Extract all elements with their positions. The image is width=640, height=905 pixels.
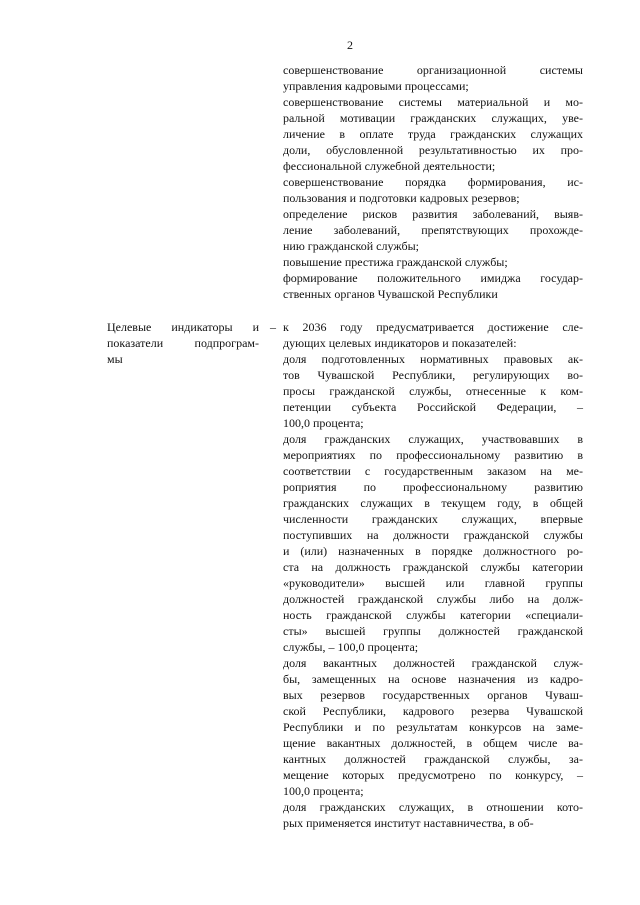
text-line: мероприятиях по профессиональному развитию в (283, 448, 583, 462)
text-line: должностей гражданской службы либо на долж- (283, 592, 583, 606)
text-line: формирование положительного имиджа государ- (283, 271, 583, 285)
text-line: петенции субъекта Российской Федерации, – (283, 400, 583, 414)
text-line: мещение которых предусмотрено по конкурсу, – (283, 768, 583, 782)
text-line: сты» высшей группы должностей гражданской (283, 624, 583, 638)
text-line: ление заболеваний, препятствующих прохожде- (283, 223, 583, 237)
text-line: численности гражданских служащих, впервые (283, 512, 583, 526)
page-number: 2 (347, 38, 353, 52)
text-line: доля гражданских служащих, участвовавших в (283, 432, 583, 446)
text-line: роприятия по профессиональному развитию (283, 480, 583, 494)
text-line: 100,0 процента; (283, 416, 364, 430)
text-line: определение рисков развития заболеваний, выяв- (283, 207, 583, 221)
text-line: фессиональной служебной деятельности; (283, 159, 496, 173)
text-line: вых резервов государственных органов Чуваш- (283, 688, 583, 702)
text-line: «руководители» высшей или главной группы (283, 576, 583, 590)
text-line: совершенствование системы материальной и мо- (283, 95, 583, 109)
text-line: гражданских служащих в текущем году, в общей (283, 496, 583, 510)
text-line: ственных органов Чувашской Республики (283, 287, 498, 301)
text-line: ральной мотивации гражданских служащих, уве- (283, 111, 583, 125)
text-line: доля вакантных должностей гражданской служ- (283, 656, 583, 670)
text-line: повышение престижа гражданской службы; (283, 255, 508, 269)
text-line: службы, – 100,0 процента; (283, 640, 419, 654)
text-line: управления кадровыми процессами; (283, 79, 469, 93)
text-line: рых применяется институт наставничества, в об- (283, 816, 534, 830)
text-line: ность гражданской службы категории «специали- (283, 608, 583, 622)
text-line: доля гражданских служащих, в отношении кото- (283, 800, 583, 814)
text-line: совершенствование организационной системы (283, 63, 583, 77)
text-line: ской Республики, кадрового резерва Чувашской (283, 704, 583, 718)
text-line: просы гражданской службы, отнесенные к ком- (283, 384, 583, 398)
text-line: и (или) назначенных в порядке должностного ро- (283, 544, 583, 558)
text-line: совершенствование порядка формирования, ис- (283, 175, 583, 189)
text-line: щение вакантных должностей, в общем числе ва- (283, 736, 583, 750)
text-line: поступивших на должности гражданской службы (283, 528, 583, 542)
text-line: доля подготовленных нормативных правовых ак- (283, 352, 583, 366)
text-line: ста на должность гражданской службы категории (283, 560, 583, 574)
text-line: 100,0 процента; (283, 784, 364, 798)
indicators-label (107, 319, 259, 367)
text-line: нию гражданской службы; (283, 239, 419, 253)
text-line: кантных должностей гражданской службы, за- (283, 752, 583, 766)
indicators-text (283, 319, 583, 831)
text-line: тов Чувашской Республики, регулирующих во- (283, 368, 583, 382)
text-line: пользования и подготовки кадровых резервов; (283, 191, 520, 205)
text-line: соответствии с государственным заказом на ме- (283, 464, 583, 478)
indicators-label-line: мы (107, 352, 123, 366)
text-line: бы, замещенных на основе назначения из кадро- (283, 672, 583, 686)
indicators-label-line: показатели подпрограм- (107, 336, 259, 350)
row-dash: – (270, 320, 276, 334)
subprogram-tasks-text (283, 62, 583, 302)
text-line: Республики и по результатам конкурсов на заме- (283, 720, 583, 734)
indicators-label-line: Целевые индикаторы и (107, 320, 259, 334)
text-line: к 2036 году предусматривается достижение сле- (283, 320, 583, 334)
text-line: дующих целевых индикаторов и показателей: (283, 336, 517, 350)
text-line: личение в оплате труда гражданских служащих (283, 127, 583, 141)
text-line: доли, обусловленной результативностью их про- (283, 143, 583, 157)
